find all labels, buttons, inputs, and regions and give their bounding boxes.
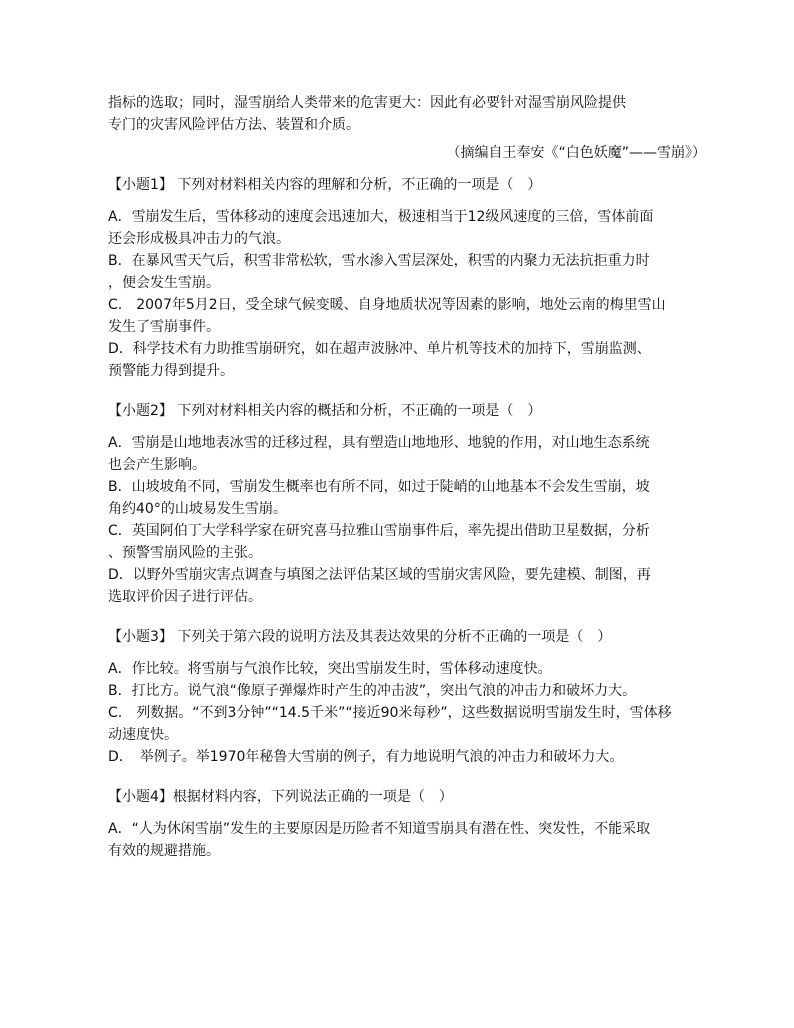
answer-option <box>108 746 718 768</box>
question-block <box>108 786 718 870</box>
answer-option <box>108 564 718 608</box>
answer-option-line: C．英国阿伯丁大学科学家在研究喜马拉雅山雪崩事件后，率先提出借助卫星数据，分析 <box>108 523 650 539</box>
question-stem: 【小题3】 下列关于第六段的说明方法及其表达效果的分析不正确的一项是（ ） <box>108 629 612 645</box>
answer-option-line: 动速度快。 <box>108 727 178 743</box>
intro-line-2: 专门的灾害风险评估方法、装置和介质。 <box>108 117 360 133</box>
question-block <box>108 174 718 390</box>
question-spacer <box>108 608 718 616</box>
answer-option-line: D．科学技术有力助推雪崩研究，如在超声波脉冲、单片机等技术的加持下，雪崩监测、 <box>108 341 651 357</box>
answer-option-line: B．山坡坡角不同，雪崩发生概率也有所不同，如过于陡峭的山地基本不会发生雪崩，坡 <box>108 479 650 495</box>
answer-option <box>108 250 718 294</box>
question-spacer <box>108 862 718 870</box>
question-stem: 【小题1】 下列对材料相关内容的理解和分析，不正确的一项是（ ） <box>108 177 542 193</box>
answer-option-line: C. 2007年5月2日，受全球气候变暖、自身地质状况等因素的影响，地处云南的梅里雪山 <box>108 297 666 313</box>
question-stem: 【小题4】根据材料内容，下列说法正确的一项是（ ） <box>108 789 453 805</box>
question-stem: 【小题2】 下列对材料相关内容的概括和分析，不正确的一项是（ ） <box>108 403 542 419</box>
document-body <box>108 92 718 870</box>
answer-option <box>108 680 718 702</box>
answer-option-line: 有效的规避措施。 <box>108 843 220 859</box>
answer-option-line: 还会形成极具冲击力的气浪。 <box>108 231 290 247</box>
answer-option-line: A．雪崩是山地地表冰雪的迁移过程，具有塑造山地地形、地貌的作用，对山地生态系统 <box>108 435 650 451</box>
answer-option <box>108 294 718 338</box>
answer-option <box>108 702 718 746</box>
answer-option-line: 预警能力得到提升。 <box>108 363 234 379</box>
question-block <box>108 400 718 616</box>
answer-option-line: 也会产生影响。 <box>108 457 206 473</box>
intro-line-1: 指标的选取；同时，湿雪崩给人类带来的危害更大：因此有必要针对湿雪崩风险提供 <box>108 95 626 111</box>
source-citation: （摘编自王奉安《“白色妖魔”——雪崩》） <box>446 145 706 161</box>
question-spacer <box>108 382 718 390</box>
answer-option-line: D． 举例子。举1970年秘鲁大雪崩的例子，有力地说明气浪的冲击力和破坏力大。 <box>108 749 624 765</box>
answer-option <box>108 520 718 564</box>
answer-option-line: ，便会发生雪崩。 <box>108 275 220 291</box>
answer-option-line: 、预警雪崩风险的主张。 <box>108 545 262 561</box>
question-spacer <box>108 768 718 776</box>
answer-option-line: C. 列数据。“不到3分钟”“14.5千米”“接近90米每秒”，这些数据说明雪崩发生时，雪体移 <box>108 705 672 721</box>
answer-option-line: A．“人为休闲雪崩”发生的主要原因是历险者不知道雪崩具有潜在性、突发性，不能采取 <box>108 821 651 837</box>
answer-option <box>108 476 718 520</box>
answer-option-line: 选取评价因子进行评估。 <box>108 589 262 605</box>
answer-option-line: B．打比方。说气浪“像原子弹爆炸时产生的冲击波”，突出气浪的冲击力和破坏力大。 <box>108 683 637 699</box>
answer-option-line: D．以野外雪崩灾害点调查与填图之法评估某区域的雪崩灾害风险，要先建模、制图，再 <box>108 567 651 583</box>
question-list <box>108 174 718 870</box>
answer-option-line: 角约40°的山坡易发生雪崩。 <box>108 501 287 517</box>
answer-option <box>108 206 718 250</box>
answer-option-line: A．雪崩发生后，雪体移动的速度会迅速加大，极速相当于12级风速度的三倍，雪体前面 <box>108 209 654 225</box>
answer-option <box>108 338 718 382</box>
answer-option <box>108 432 718 476</box>
answer-option-line: 发生了雪崩事件。 <box>108 319 220 335</box>
answer-option-line: B．在暴风雪天气后，积雪非常松软，雪水渗入雪层深处，积雪的内聚力无法抗拒重力时 <box>108 253 650 269</box>
answer-option <box>108 658 718 680</box>
question-block <box>108 626 718 776</box>
answer-option-line: A．作比较。将雪崩与气浪作比较，突出雪崩发生时，雪体移动速度快。 <box>108 661 552 677</box>
answer-option <box>108 818 718 862</box>
